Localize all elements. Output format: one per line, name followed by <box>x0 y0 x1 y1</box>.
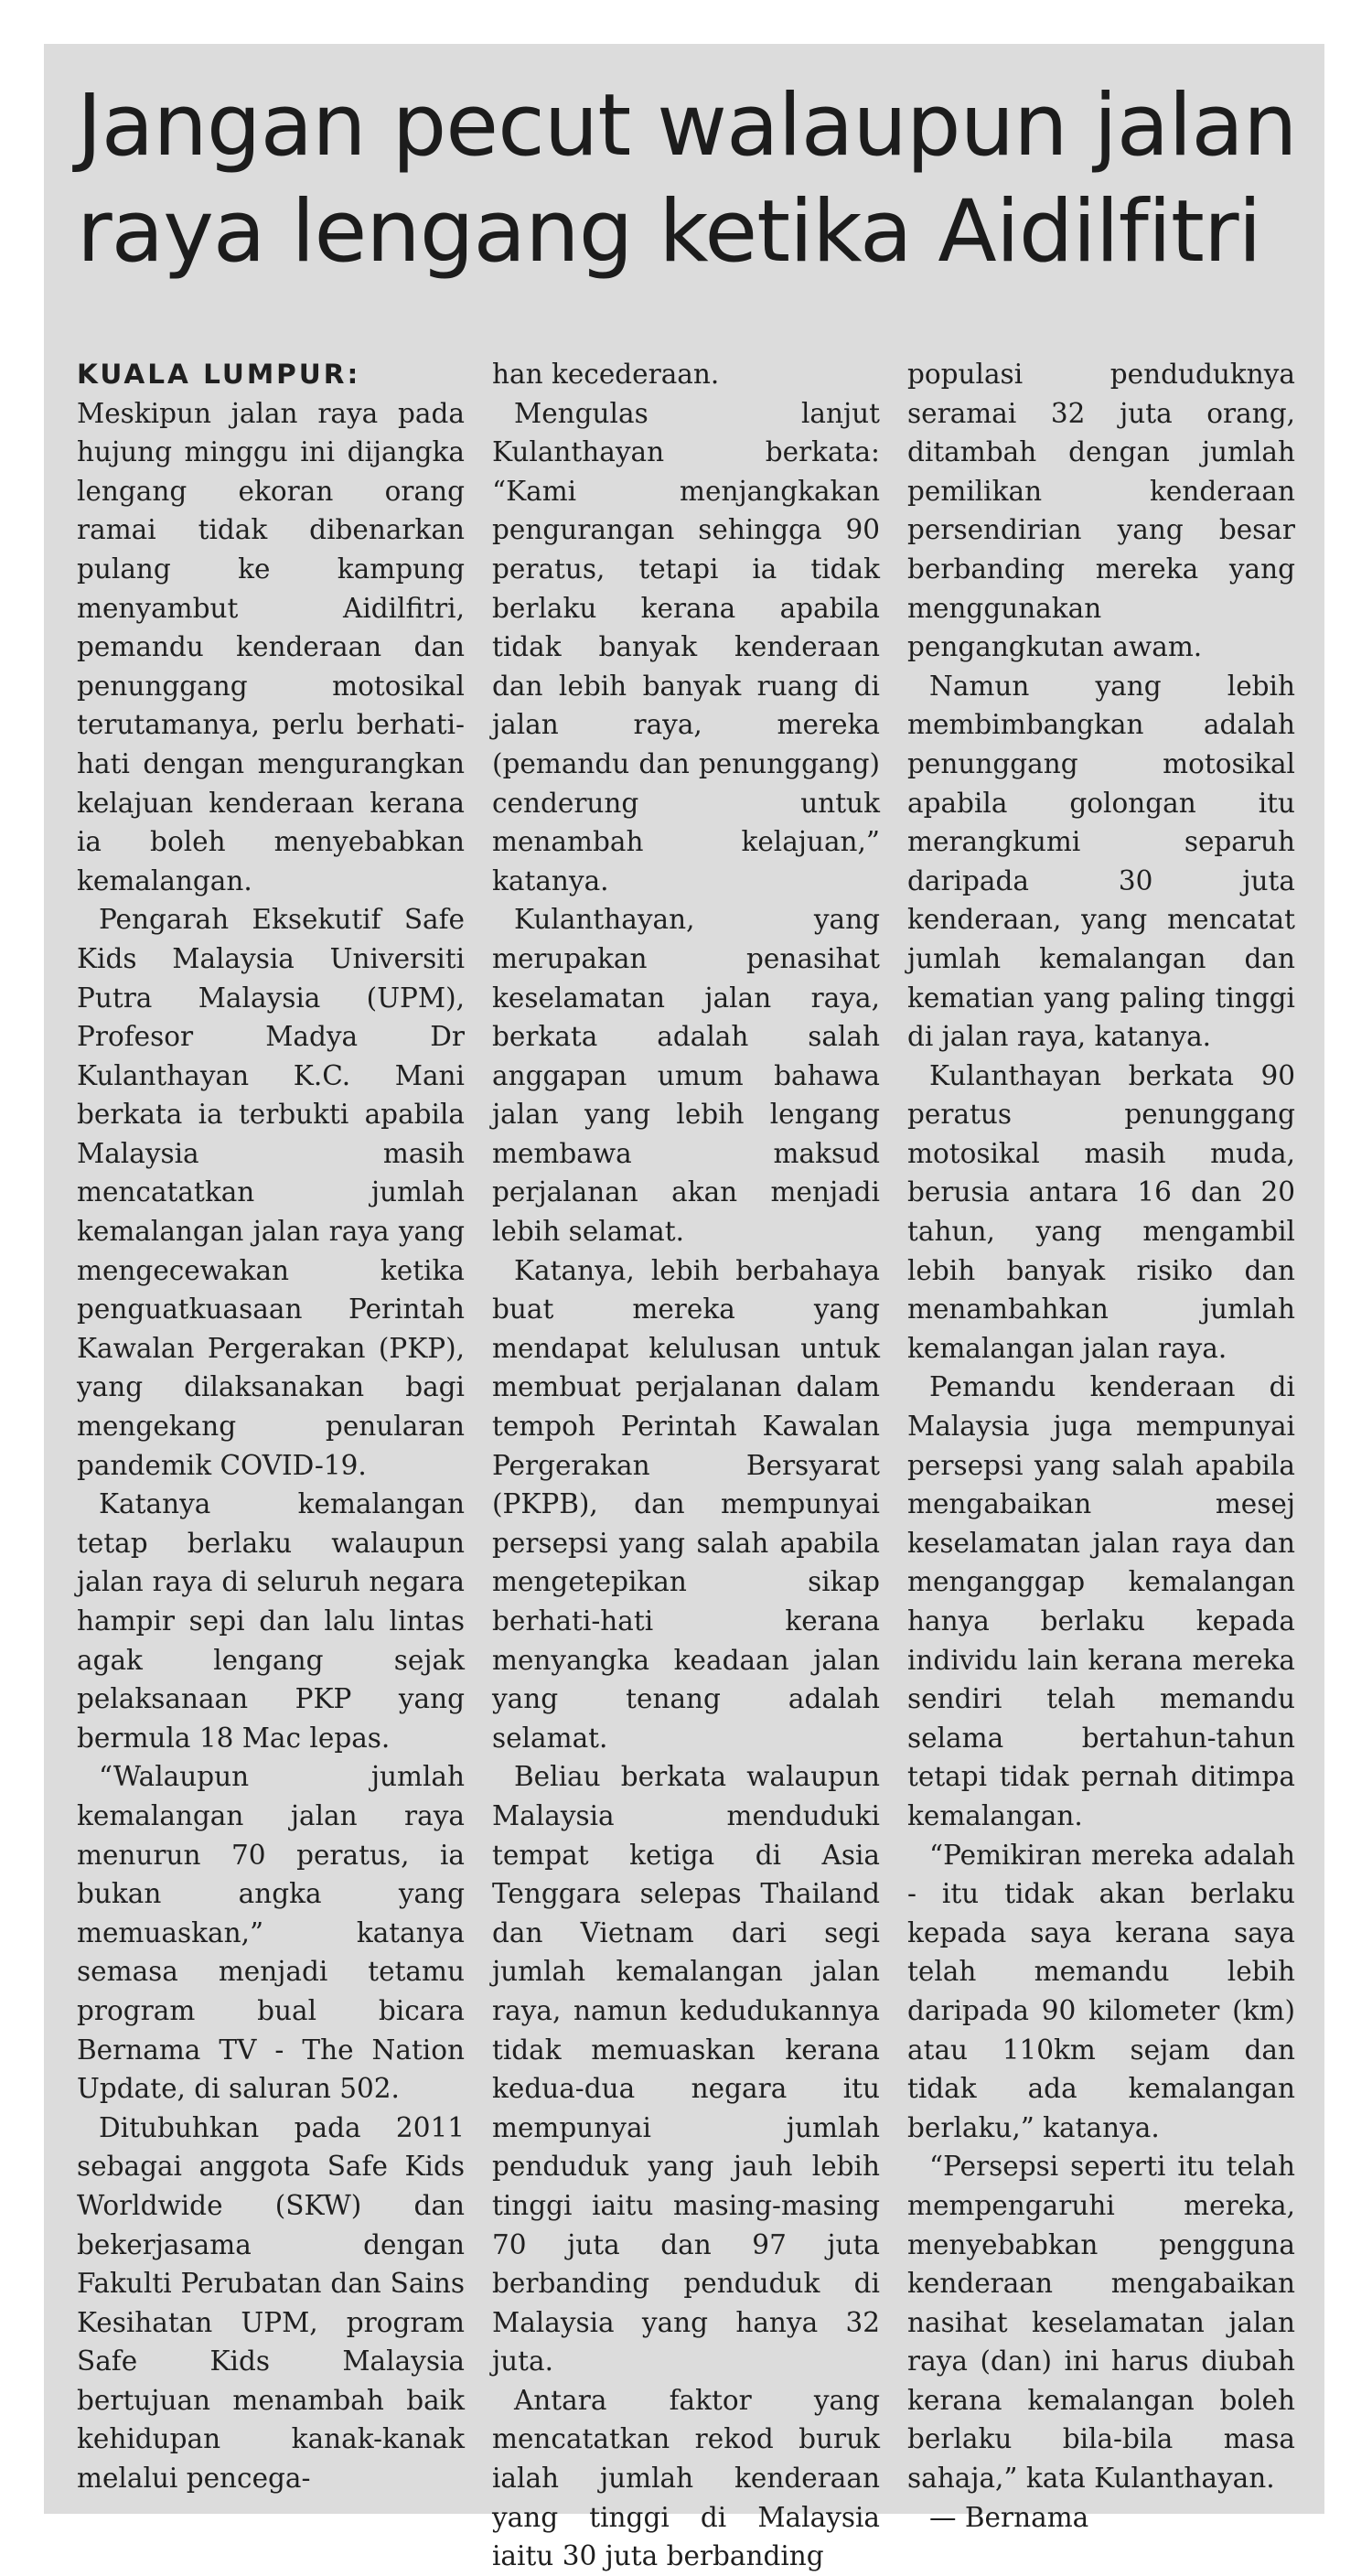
dateline: KUALA LUMPUR: <box>77 359 361 390</box>
paragraph: “Pemikiran mereka adalah - itu tidak akan berlaku kepada saya kerana saya telah memandu lebih daripada 90 kilometer (km) atau 110km sejam dan tidak ada kemalangan berlaku,” katanya. <box>907 1839 1295 2143</box>
paragraph: Beliau berkata walaupun Malaysia menduduki tempat ketiga di Asia Tenggara selepas Thailand dan Vietnam dari segi jumlah kemalangan jalan raya, namun kedudukannya tidak memuaskan kerana kedua-dua negara itu mempunyai jumlah penduduk yang jauh lebih tinggi iaitu masing-masing 70 juta dan 97 juta berbanding penduduk di Malaysia yang hanya 32 juta. <box>492 1761 880 2377</box>
newspaper-clipping <box>44 44 1324 2572</box>
paragraph: Katanya kemalangan tetap berlaku walaupun jalan raya di seluruh negara hampir sepi dan lalu lintas agak lengang sejak pelaksanaan PKP yang bermula 18 Mac lepas. <box>77 1488 465 1754</box>
paragraph: “Walaupun jumlah kemalangan jalan raya menurun 70 peratus, ia bukan angka yang memuaskan,” katanya semasa menjadi tetamu program bual bicara Bernama TV - The Nation Update, di saluran 502. <box>77 1761 465 2105</box>
paragraph: Katanya, lebih berbahaya buat mereka yang mendapat kelulusan untuk membuat perjalanan dalam tempoh Perintah Kawalan Pergerakan Bersyarat (PKPB), dan mempunyai persepsi yang salah apabila mengetepikan sikap berhati-hati kerana menyangka keadaan jalan yang tenang adalah selamat. <box>492 1254 880 1754</box>
paragraph: Kulanthayan berkata 90 peratus penunggang motosikal masih muda, berusia antara 16 dan 20 tahun, yang mengambil lebih banyak risiko dan menambahkan jumlah kemalangan jalan raya. <box>907 1059 1295 1364</box>
column-1 <box>77 355 465 2498</box>
paragraph: populasi penduduknya seramai 32 juta orang, ditambah dengan jumlah pemilikan kenderaan persendirian yang besar berbanding mereka yang menggunakan pengangkutan awam. <box>907 359 1295 663</box>
headline: Jangan pecut walaupun jalan raya lengang ketika Aidilfitri <box>77 76 1297 282</box>
paragraph: Pengarah Eksekutif Safe Kids Malaysia Universiti Putra Malaysia (UPM), Profesor Madya Dr Kulanthayan K.C. Mani berkata ia terbukti apabila Malaysia masih mencatatkan jumlah kemalangan jalan raya yang mengecewakan ketika penguatkuasaan Perintah Kawalan Pergerakan (PKP), yang dilaksanakan bagi mengekang penularan pandemik COVID-19. <box>77 904 465 1481</box>
paragraph: han kecederaan. <box>492 359 720 390</box>
paragraph: “Persepsi seperti itu telah mempengaruhi mereka, menyebabkan pengguna kenderaan mengabaikan nasihat keselamatan jalan raya (dan) ini harus diubah kerana kemalangan boleh berlaku bila-bila masa sahaja,” kata Kulanthayan. <box>907 2151 1295 2495</box>
paragraph: Pemandu kenderaan di Malaysia juga mempunyai persepsi yang salah apabila mengabaikan mesej keselamatan jalan raya dan menganggap kemalangan hanya berlaku kepada individu lain kerana mereka sendiri telah memandu selama bertahun-tahun tetapi tidak pernah ditimpa kemalangan. <box>907 1371 1295 1831</box>
paragraph: Ditubuhkan pada 2011 sebagai anggota Safe Kids Worldwide (SKW) dan bekerjasama dengan Fakulti Perubatan dan Sains Kesihatan UPM, program Safe Kids Malaysia bertujuan menambah baik kehidupan kanak-kanak melalui pencega- <box>77 2111 465 2495</box>
paragraph: Meskipun jalan raya pada hujung minggu ini dijangka lengang ekoran orang ramai tidak dibenarkan pulang ke kampung menyambut Aidilfitri, pemandu kenderaan dan penunggang motosikal terutamanya, perlu berhati-hati dengan mengurangkan kelajuan kenderaan kerana ia boleh menyebabkan kemalangan. <box>77 397 465 896</box>
column-2 <box>492 355 880 2576</box>
paragraph: Namun yang lebih membimbangkan adalah penunggang motosikal apabila golongan itu merangkumi separuh daripada 30 juta kenderaan, yang mencatat jumlah kemalangan dan kematian yang paling tinggi di jalan raya, katanya. <box>907 670 1295 1053</box>
column-3 <box>907 355 1295 2537</box>
paragraph: Kulanthayan, yang merupakan penasihat keselamatan jalan raya, berkata adalah salah anggapan umum bahawa jalan yang lebih lengang membawa maksud perjalanan akan menjadi lebih selamat. <box>492 904 880 1248</box>
paragraph: Antara faktor yang mencatatkan rekod buruk ialah jumlah kenderaan yang tinggi di Malaysia iaitu 30 juta berbanding <box>492 2384 880 2572</box>
paragraph: Mengulas lanjut Kulanthayan berkata: “Kami menjangkakan pengurangan sehingga 90 peratus, tetapi ia tidak berlaku kerana apabila tidak banyak kenderaan dan lebih banyak ruang di jalan raya, mereka (pemandu dan penunggang) cenderung untuk menambah kelajuan,” katanya. <box>492 397 880 896</box>
byline: — Bernama <box>929 2501 1089 2533</box>
